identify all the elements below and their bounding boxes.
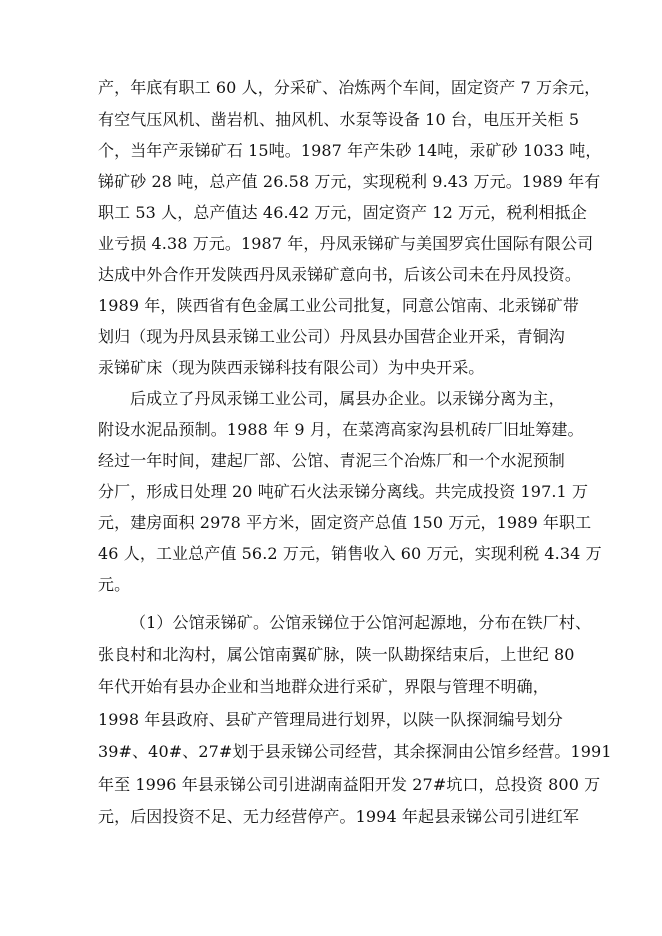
text-line: 有空气压风机、凿岩机、抽风机、水泵等设备 10 台，电压开关柜 5 — [98, 110, 580, 129]
text-line: 锑矿砂 28 吨，总产值 26.58 万元，实现税利 9.43 万元。1989 年有 — [98, 172, 601, 191]
text-line: 年代开始有县办企业和当地群众进行采矿，界限与管理不明确， — [98, 677, 549, 696]
text-line: 分厂，形成日处理 20 吨矿石火法汞锑分离线。共完成投资 197.1 万 — [98, 482, 589, 501]
text-line: （1）公馆汞锑矿。公馆汞锑位于公馆河起源地，分布在铁厂村、 — [130, 613, 592, 632]
text-line: 附设水泥品预制。1988 年 9 月，在菜湾高家沟县机砖厂旧址筹建。 — [98, 420, 584, 439]
text-line: 46 人，工业总产值 56.2 万元，销售收入 60 万元，实现利税 4.34 万 — [98, 544, 602, 563]
text-line: 汞锑矿床（现为陕西汞锑科技有限公司）为中央开采。 — [98, 358, 485, 377]
text-line: 1989 年，陕西省有色金属工业公司批复，同意公馆南、北汞锑矿带 — [98, 296, 580, 315]
text-line: 元。 — [98, 575, 131, 594]
text-line: 个，当年产汞锑矿石 15吨。1987 年产朱砂 14吨，汞矿砂 1033 吨， — [98, 141, 602, 160]
text-line: 产，年底有职工 60 人，分采矿、冶炼两个车间，固定资产 7 万余元， — [98, 78, 601, 97]
text-line: 职工 53 人，总产值达 46.42 万元，固定资产 12 万元，税利相抵企 — [98, 203, 587, 222]
text-line: 元，建房面积 2978 平方米，固定资产总值 150 万元，1989 年职工 — [98, 513, 592, 532]
text-line: 年至 1996 年县汞锑公司引进湖南益阳开发 27#坑口，总投资 800 万 — [98, 775, 601, 794]
text-line: 张良村和北沟村，属公馆南翼矿脉，陕一队勘探结束后，上世纪 80 — [98, 645, 575, 664]
text-line: 元，后因投资不足、无力经营停产。1994 年起县汞锑公司引进红军 — [98, 807, 580, 826]
text-line: 达成中外合作开发陕西丹凤汞锑矿意向书，后该公司未在丹凤投资。 — [98, 265, 582, 284]
text-line: 39#、40#、27#划于县汞锑公司经营，其余探洞由公馆乡经营。1991 — [98, 742, 612, 761]
text-line: 经过一年时间，建起厂部、公馆、青泥三个冶炼厂和一个水泥预制 — [98, 451, 565, 470]
text-line: 业亏损 4.38 万元。1987 年，丹凤汞锑矿与美国罗宾仕国际有限公司 — [98, 234, 594, 253]
text-line: 1998 年县政府、县矿产管理局进行划界，以陕一队探洞编号划分 — [98, 710, 563, 729]
text-line: 后成立了丹凤汞锑工业公司，属县办企业。以汞锑分离为主， — [130, 389, 565, 408]
text-line: 划归（现为丹凤县汞锑工业公司）丹凤县办国营企业开采，青铜沟 — [98, 327, 565, 346]
